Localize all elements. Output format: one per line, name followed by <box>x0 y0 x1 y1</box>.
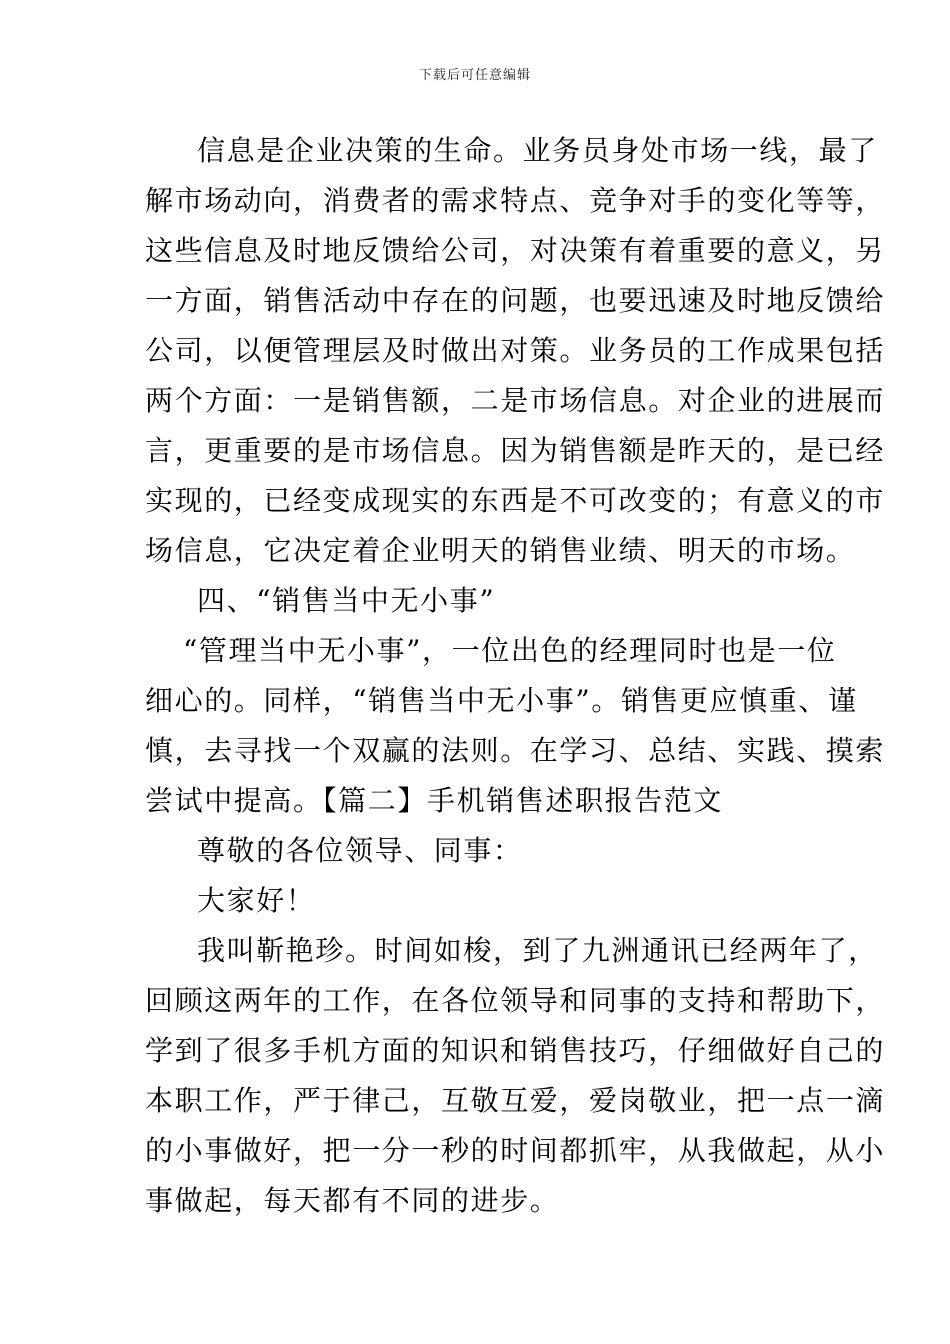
paragraph-line: 一方面，销售活动中存在的问题，也要迅速及时地反馈给 <box>145 284 886 317</box>
paragraph-line: 尝试中提高。【篇二】手机销售述职报告范文 <box>145 784 724 817</box>
paragraph-line: 言，更重要的是市场信息。因为销售额是昨天的，是已经 <box>145 434 886 467</box>
section-heading: 四、“销售当中无小事” <box>197 584 496 617</box>
paragraph-line: 的小事做好，把一分一秒的时间都抓牢，从我做起，从小 <box>145 1134 886 1167</box>
salutation: 尊敬的各位领导、同事： <box>197 834 523 867</box>
paragraph-line: 两个方面：一是销售额，二是市场信息。对企业的进展而 <box>145 384 886 417</box>
paragraph-line: 信息是企业决策的生命。业务员身处市场一线，最了 <box>197 134 878 167</box>
paragraph-line: 事做起，每天都有不同的进步。 <box>145 1184 560 1217</box>
paragraph-line: 本职工作，严于律己，互敬互爱，爱岗敬业，把一点一滴 <box>145 1084 886 1117</box>
paragraph-line: 慎，去寻找一个双赢的法则。在学习、总结、实践、摸索 <box>145 734 886 767</box>
paragraph-line: 解市场动向，消费者的需求特点、竞争对手的变化等等， <box>145 184 886 217</box>
paragraph-line: 学到了很多手机方面的知识和销售技巧，仔细做好自己的 <box>145 1034 886 1067</box>
paragraph-line: 回顾这两年的工作，在各位领导和同事的支持和帮助下， <box>145 984 886 1017</box>
paragraph-line: “管理当中无小事”，一位出色的经理同时也是一位 <box>183 634 837 667</box>
paragraph-line: 场信息，它决定着企业明天的销售业绩、明天的市场。 <box>145 534 856 567</box>
greeting: 大家好！ <box>197 884 316 917</box>
paragraph-line: 细心的。同样，“销售当中无小事”。销售更应慎重、谨 <box>145 684 858 717</box>
page-header: 下载后可任意编辑 <box>418 68 531 83</box>
paragraph-line: 我叫靳艳珍。时间如梭，到了九洲通讯已经两年了， <box>197 934 878 967</box>
paragraph-line: 公司，以便管理层及时做出对策。业务员的工作成果包括 <box>145 334 886 367</box>
paragraph-line: 实现的，已经变成现实的东西是不可改变的；有意义的市 <box>145 484 886 517</box>
paragraph-line: 这些信息及时地反馈给公司，对决策有着重要的意义，另 <box>145 234 886 267</box>
